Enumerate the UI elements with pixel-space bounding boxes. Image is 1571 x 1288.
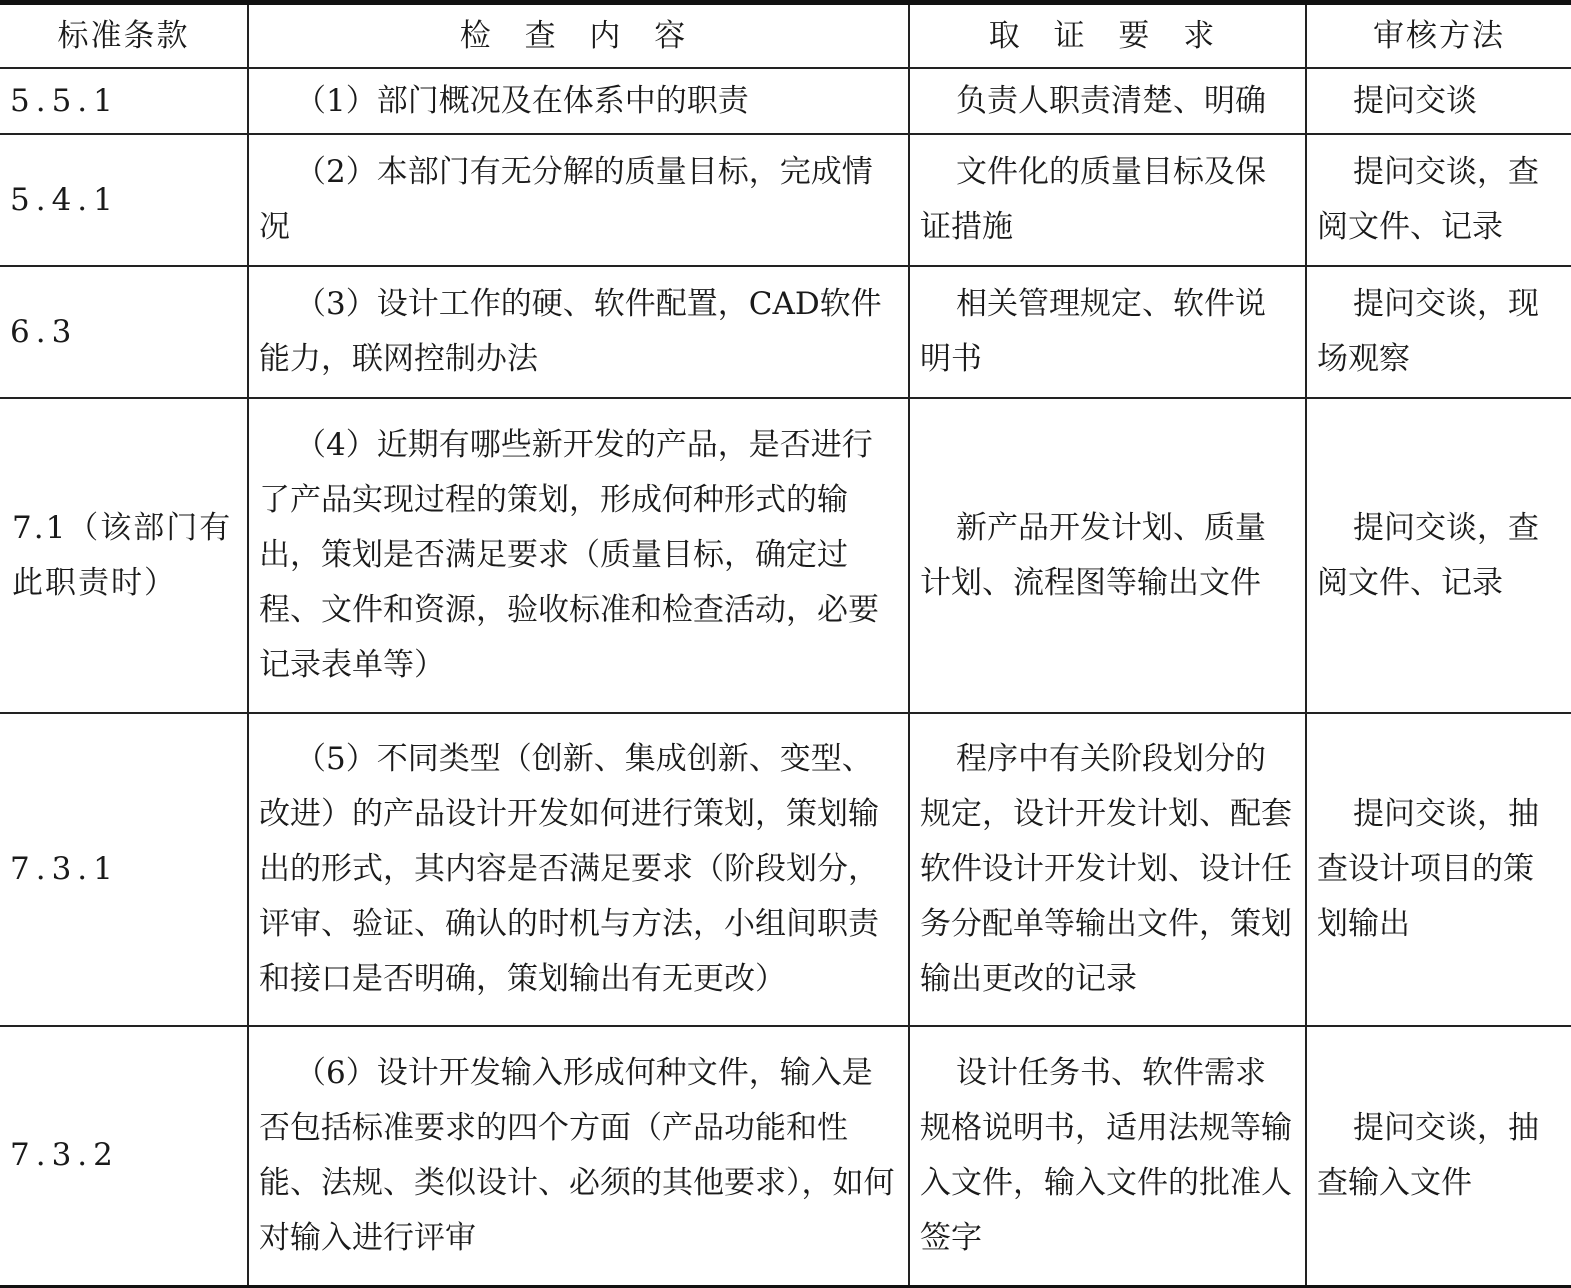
evidence-cell: 文件化的质量目标及保证措施: [909, 134, 1306, 266]
content-cell: （3）设计工作的硬、软件配置，CAD软件能力，联网控制办法: [248, 266, 909, 398]
method-cell: 提问交谈，抽查输入文件: [1306, 1026, 1571, 1286]
evidence-cell: 程序中有关阶段划分的规定，设计开发计划、配套软件设计开发计划、设计任务分配单等输出文件，策划输出更改的记录: [909, 713, 1306, 1026]
table-row: [0, 134, 1571, 266]
header-row: [0, 3, 1571, 69]
method-cell: 提问交谈，现场观察: [1306, 266, 1571, 398]
clause-cell: 5.5.1: [0, 68, 248, 134]
header-content: 检 查 内 容: [248, 3, 909, 69]
evidence-cell: 新产品开发计划、质量计划、流程图等输出文件: [909, 398, 1306, 713]
content-cell: （5）不同类型（创新、集成创新、变型、改进）的产品设计开发如何进行策划，策划输出的形式，其内容是否满足要求（阶段划分，评审、验证、确认的时机与方法，小组间职责和接口是否明确，策划输出有无更改）: [248, 713, 909, 1026]
method-cell: 提问交谈，抽查设计项目的策划输出: [1306, 713, 1571, 1026]
header-method: 审核方法: [1306, 3, 1571, 69]
table-row: [0, 1026, 1571, 1286]
content-cell: （2）本部门有无分解的质量目标，完成情况: [248, 134, 909, 266]
header-clause: 标准条款: [0, 3, 248, 69]
method-cell: 提问交谈，查阅文件、记录: [1306, 398, 1571, 713]
evidence-cell: 设计任务书、软件需求规格说明书，适用法规等输入文件，输入文件的批准人签字: [909, 1026, 1306, 1286]
content-cell: （4）近期有哪些新开发的产品，是否进行了产品实现过程的策划，形成何种形式的输出，策划是否满足要求（质量目标，确定过程、文件和资源，验收标准和检查活动，必要记录表单等）: [248, 398, 909, 713]
clause-cell: 7.3.2: [0, 1026, 248, 1286]
method-cell: 提问交谈: [1306, 68, 1571, 134]
evidence-cell: 相关管理规定、软件说明书: [909, 266, 1306, 398]
table-row: [0, 398, 1571, 713]
table-row: [0, 266, 1571, 398]
clause-cell: 7.1（该部门有此职责时）: [0, 398, 248, 713]
evidence-cell: 负责人职责清楚、明确: [909, 68, 1306, 134]
clause-cell: 5.4.1: [0, 134, 248, 266]
content-cell: （6）设计开发输入形成何种文件，输入是否包括标准要求的四个方面（产品功能和性能、法规、类似设计、必须的其他要求），如何对输入进行评审: [248, 1026, 909, 1286]
clause-cell: 6.3: [0, 266, 248, 398]
table-row: [0, 68, 1571, 134]
table-row: [0, 713, 1571, 1026]
content-cell: （1）部门概况及在体系中的职责: [248, 68, 909, 134]
method-cell: 提问交谈，查阅文件、记录: [1306, 134, 1571, 266]
clause-cell: 7.3.1: [0, 713, 248, 1026]
header-evidence: 取 证 要 求: [909, 3, 1306, 69]
